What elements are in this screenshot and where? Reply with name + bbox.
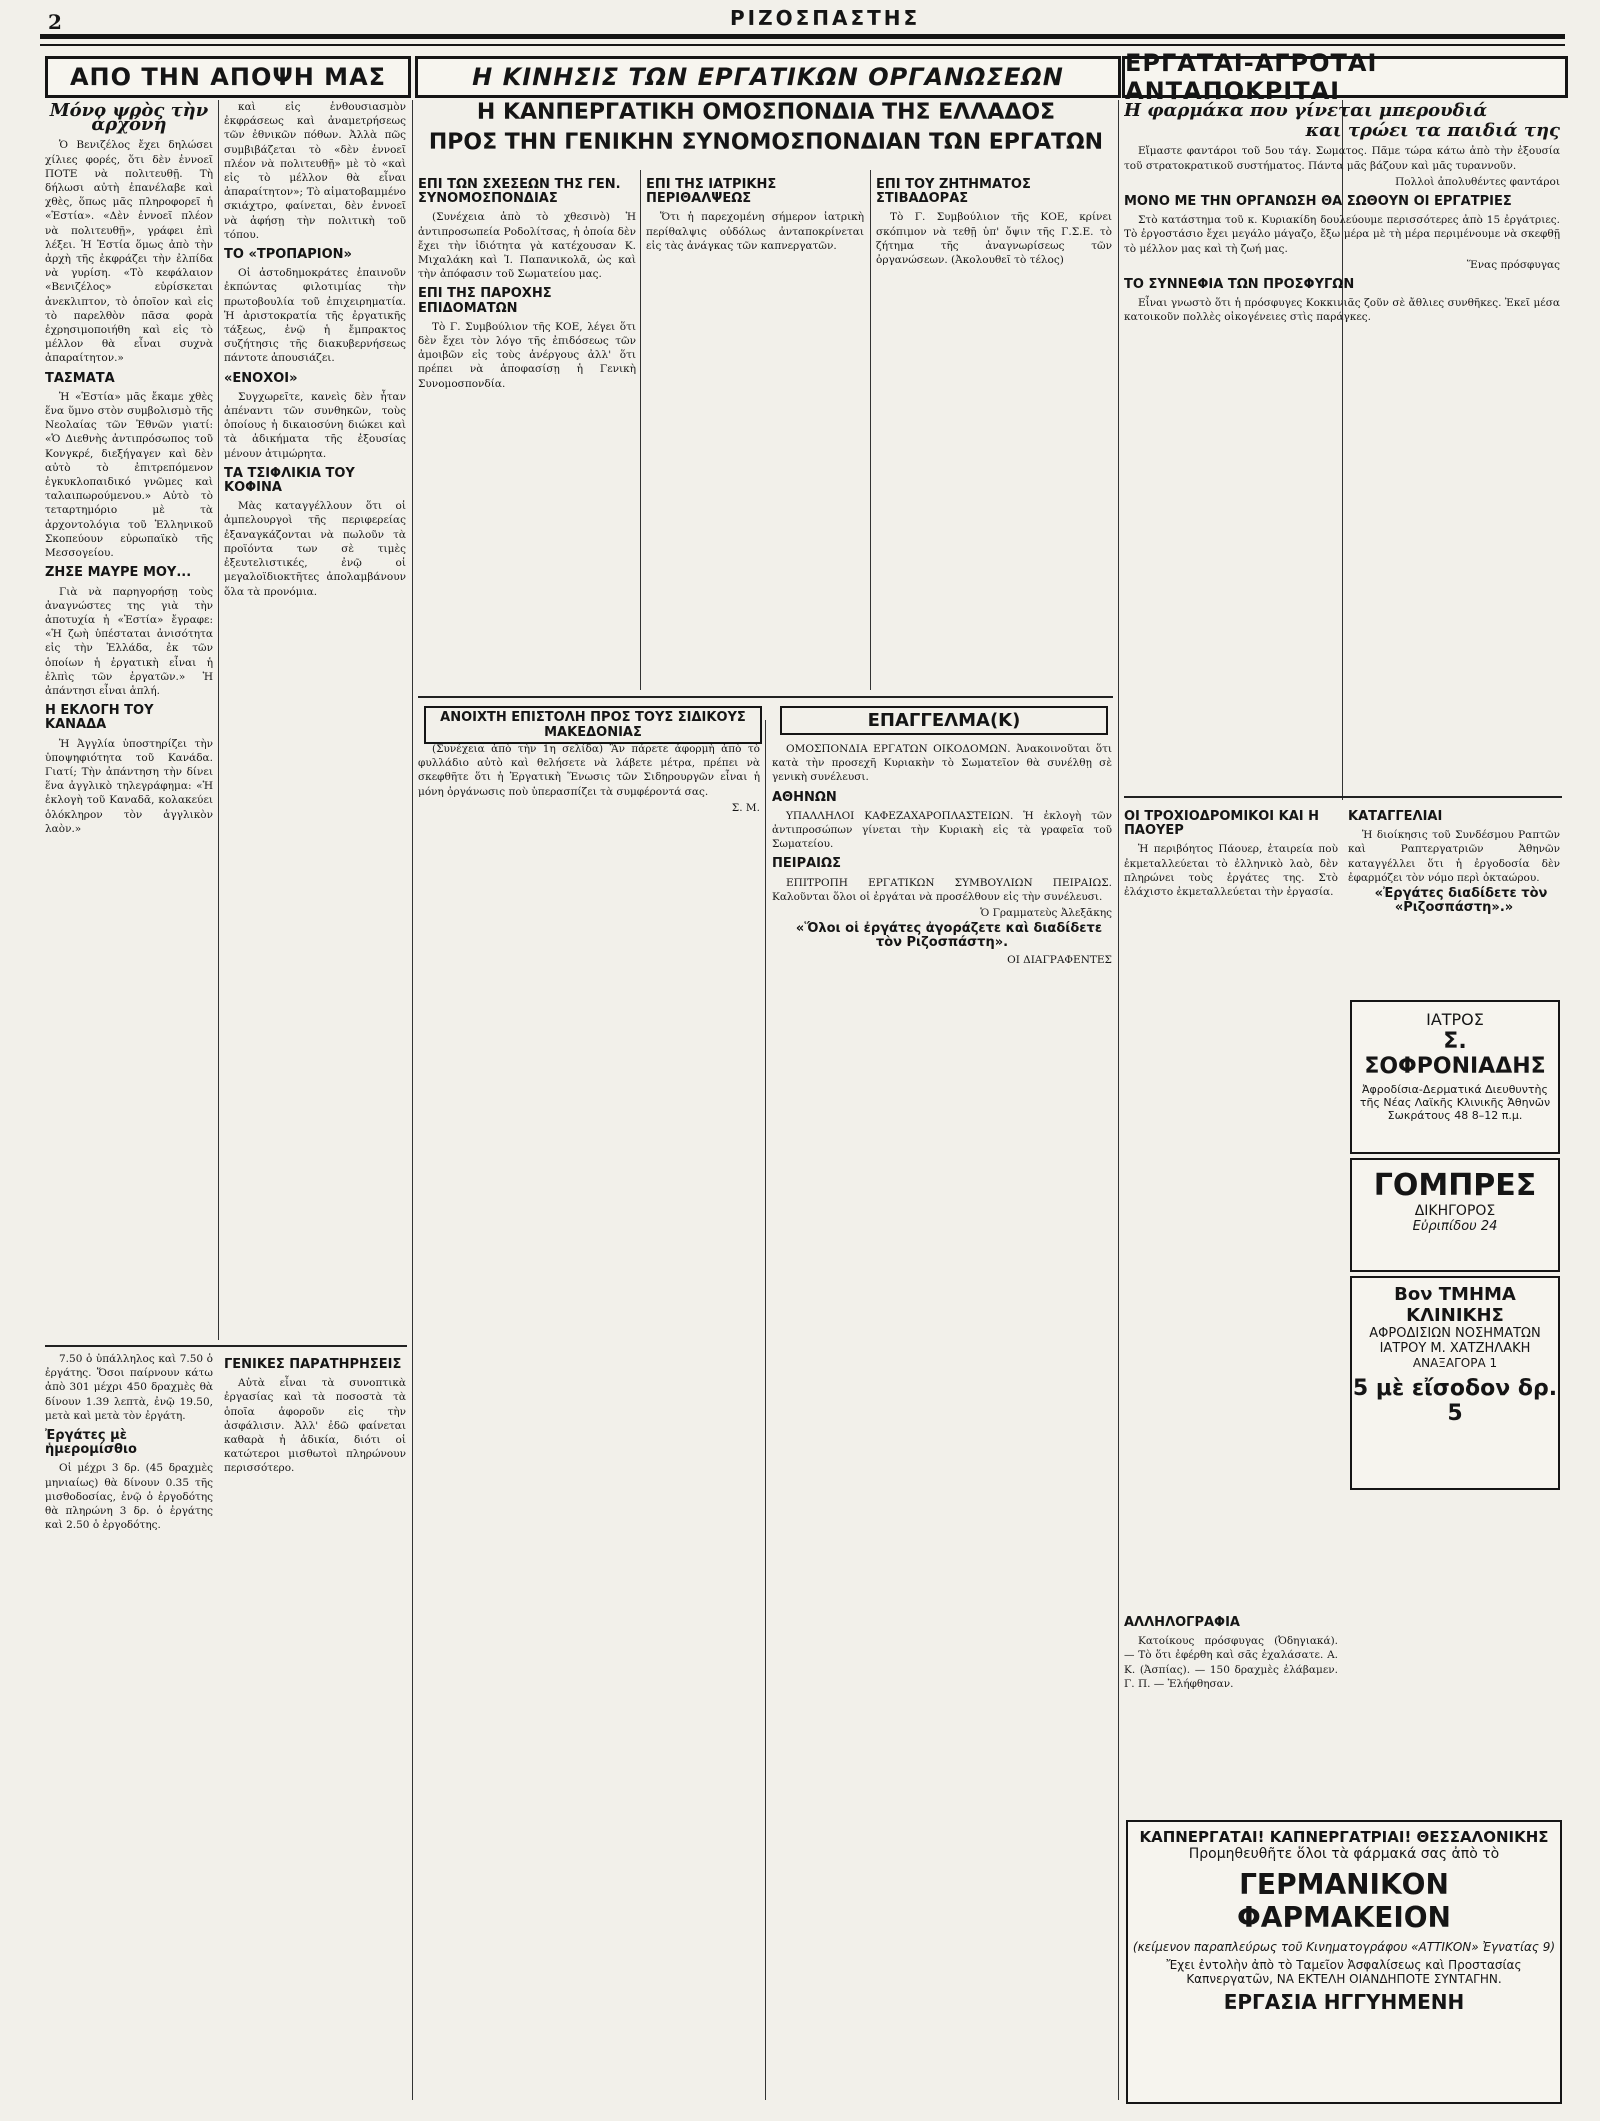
- subhead: ΕΠΙ ΤΗΣ ΙΑΤΡΙΚΗΣ ΠΕΡΙΘΑΛΨΕΩΣ: [646, 177, 777, 207]
- article-body: Κατοίκους πρόσφυγας (Ὀδηγιακά). — Τὸ ὅτι ἐφέρθη καὶ σᾶς ἐχαλάσατε. Α. Κ. (Ἀσπίας). — 150 δραχμὲς ἐλάβαμεν. Γ. Π. — Ἐλήφθησαν.: [1124, 1635, 1338, 1690]
- article-body: ΟΜΟΣΠΟΝΔΙΑ ΕΡΓΑΤΩΝ ΟΙΚΟΔΟΜΩΝ. Ἀνακοινοῦται ὅτι κατὰ τὴν προσεχῆ Κυριακὴν τὸ Σωματεῖον θὰ συνέλθῃ σὲ γενικὴ συνέλευσι.: [772, 743, 1112, 784]
- ad-line: Προμηθευθῆτε ὅλοι τὰ φάρμακά σας ἀπὸ τὸ: [1188, 1846, 1500, 1862]
- right-title-1: Η φαρμάκα που γίνεται μπερουδιά: [1124, 100, 1488, 121]
- article-title: ΖΗΣΕ ΜΑΥΡΕ ΜΟΥ...: [45, 565, 192, 581]
- ad-address: Εὐριπίδου 24: [1412, 1219, 1498, 1234]
- ad-doctor: ΙΑΤΡΟΥ Μ. ΧΑΤΖΗΛΑΚΗ: [1379, 1341, 1531, 1356]
- masthead-rule-thin: [40, 44, 1565, 46]
- column-left-1: [45, 100, 213, 1340]
- epangelma-column: [772, 742, 1112, 2102]
- article-body: Οἱ μέχρι 3 δρ. (45 δραχμὲς μηνιαίως) θὰ δίνουν 0.35 τῆς μισθοδοσίας, ἐνῷ ὁ ἐργοδότης θὰ πληρώνη 3 δρ. ὁ ἐργάτης καὶ 2.50 ὁ ἐργοδότης.: [45, 1462, 213, 1532]
- right-mid-left: [1124, 804, 1338, 1604]
- article-title: ΤΟ «ΤΡΟΠΑΡΙΟΝ»: [224, 247, 352, 263]
- article-body: (Συνέχεια ἀπὸ τὸ χθεσινὸ) Ἡ ἀντιπροσωπεία Ροδολίτσας, ἡ ὁποία δὲν ἔχει τὴν ἰδιότητα γὰ κατέχουσαν Κ. Μιχαλάκη καὶ Ἰ. Παπανικολᾶ, ὡς καὶ τὴν ἀπόφασιν τοῦ Σωματείου μας.: [418, 211, 636, 281]
- ad-heading: Bον ΤΜΗΜΑ ΚΛΙΝΙΚΗΣ: [1394, 1284, 1516, 1326]
- article-title: «ΕΝΟΧΟΙ»: [224, 370, 298, 386]
- editorial-title: Μόνο ψρὸς τὴν ἀρχόνη: [49, 100, 209, 136]
- ad-price: 5 μὲ εἴσοδον δρ. 5: [1352, 1376, 1558, 1426]
- article-body: 7.50 ὁ ὑπάλληλος καὶ 7.50 ὁ ἐργάτης. Ὅσοι παίρνουν κάτω ἀπὸ 301 μέχρι 450 δραχμὲς θὰ δίνουν 1.39 λεπτὰ, ἐνῷ 19.50, μετὰ καὶ μετὰ τὸν ἐργάτη.: [45, 1353, 213, 1422]
- signature: Πολλοὶ ἀπολυθέντες φαντάροι: [1395, 175, 1560, 188]
- column-left-2: [224, 100, 406, 1340]
- right-top: [1124, 100, 1560, 790]
- doctor-ad: [1350, 1000, 1560, 1154]
- ad-heading: ΙΑΤΡΟΣ: [1426, 1010, 1484, 1029]
- article-title: ΚΑΤΑΓΓΕΛΙΑΙ: [1348, 809, 1443, 824]
- article-body: Τὸ Γ. Συμβούλιον τῆς ΚΟΕ, λέγει ὅτι δὲν ἔχει τὸν λόγο τῆς ἐπιδόσεως τῶν ἀμοιβῶν εἰς τοὺς ἀνέργους ἀλλ' ὅτι πρέπει νὰ ἀποφασίσῃ ἡ Γενικὴ Συνομοσπονδία.: [418, 320, 636, 390]
- open-letter-body: [418, 742, 760, 2102]
- article-body: Τὸ Γ. Συμβούλιον τῆς ΚΟΕ, κρίνει σκόπιμον νὰ τεθῇ ὑπ' ὄψιν τῆς Γ.Σ.Ε. τὸ ζήτημα τῆς ἀναγνωρίσεως τῶν ὀργανώσεων. (Ἀκολουθεῖ τὸ τέλος): [876, 211, 1112, 267]
- article-body: Ἡ διοίκησις τοῦ Συνδέσμου Ραπτῶν καὶ Ραπτεργατριῶν Ἀθηνῶν καταγγέλλει ὅτι ἡ ἐργοδοσία δὲν ἐφαρμόζει τὸν νόμο περὶ ὀκταώρου.: [1348, 829, 1560, 884]
- signature: Σ. Μ.: [731, 801, 760, 814]
- divider: [1124, 796, 1562, 798]
- column-bottom-mid: [224, 1352, 406, 2112]
- column-rule: [1118, 100, 1119, 2100]
- ad-details: Ἀφροδίσια-Δερματικά Διευθυντὴς τῆς Νέας Λαϊκῆς Κλινικῆς Ἀθηνῶν Σωκράτους 48 8–12 π.μ.: [1359, 1083, 1551, 1122]
- lawyer-ad: [1350, 1158, 1560, 1272]
- article-body: Εἶναι γνωστὸ ὅτι ἡ πρόσφυγες Κοκκινιᾶς ζοῦν σὲ ἄθλιες συνθῆκες. Ἐκεῖ μέσα κατοικοῦν πολλὲς οἰκογένειες στὶς παράγκες.: [1124, 297, 1560, 324]
- subhead: ΑΘΗΝΩΝ: [772, 789, 837, 805]
- article-body: Μὰς καταγγέλλουν ὅτι οἱ ἀμπελουργοὶ τῆς περιφερείας ἐξαναγκάζονται νὰ πωλοῦν τὰ προϊόντα των σὲ τιμὲς ἐξευτελιστικές, ἐνῷ οἱ μεγαλοϊδιοκτῆτες ἀπολαμβάνουν ὅλα τὰ προνόμια.: [224, 500, 406, 598]
- center-headline-1: Η ΚΑΝΠΕΡΓΑΤΙΚΗ ΟΜΟΣΠΟΝΔΙΑ ΤΗΣ ΕΛΛΑΔΟΣ: [476, 100, 1056, 125]
- ad-footer: ΕΡΓΑΣΙΑ ΗΓΓΥΗΜΕΝΗ: [1223, 1990, 1465, 2014]
- pharmacy-ad: [1126, 1820, 1562, 2104]
- subhead: ΠΕΙΡΑΙΩΣ: [772, 856, 841, 872]
- subhead: ΕΠΙ ΤΟΥ ΖΗΤΗΜΑΤΟΣ ΣΤΙΒΑΔΟΡΑΣ: [876, 177, 1031, 207]
- signature: ΟΙ ΔΙΑΓΡΑΦΕΝΤΕΣ: [1007, 953, 1112, 966]
- ad-street: ΑΝΑΞΑΓΟΡΑ 1: [1412, 1356, 1498, 1370]
- article-body: Ἡ Ἀγγλία ὑποστηρίζει τὴν ὑποψηφιότητα τοῦ Κανάδα. Γιατί; Τὴν ἀπάντηση τὴν δίνει ἕνα ἀγγλικὸ τηλεγράφημα: «Ἡ ἐκλογὴ τοῦ Καναδᾶ, κολακεύει ὁλόκληρον τὸν ἀγγλικὸν λαὸν.»: [45, 737, 213, 835]
- article-title: Η ΕΚΛΟΓΗ ΤΟΥ ΚΑΝΑΔΑ: [45, 703, 154, 733]
- page-number: 2: [48, 10, 62, 34]
- article-body: ΕΠΙΤΡΟΠΗ ΕΡΓΑΤΙΚΩΝ ΣΥΜΒΟΥΛΙΩΝ ΠΕΙΡΑΙΩΣ. Καλοῦνται ὅλοι οἱ ἐργάται νὰ προσέλθουν εἰς τὴν συνέλευσι.: [772, 876, 1112, 903]
- clinic-ad: [1350, 1276, 1560, 1490]
- newspaper-name: ΡΙΖΟΣΠΑΣΤΗΣ: [730, 6, 921, 30]
- divider: [45, 1345, 407, 1347]
- column-rule: [640, 170, 641, 690]
- article-body: Ὅτι ἡ παρεχομένη σήμερον ἰατρικὴ περίθαλψις οὐδόλως ἀνταποκρίνεται εἰς τὰς ἀνάγκας τῶν καπνεργατῶν.: [646, 211, 864, 252]
- column-bottom-left: [45, 1352, 213, 2112]
- article-title: Ἐργάτες μὲ ἡμερομίσθιο: [45, 1428, 137, 1458]
- ad-name: ΓΕΡΜΑΝΙΚΟΝ ΦΑΡΜΑΚΕΙΟΝ: [1236, 1868, 1451, 1934]
- right-title-2: και τρώει τα παιδιά της: [1305, 120, 1560, 142]
- article-body: Συγχωρεῖτε, κανεὶς δὲν ἦταν ἀπέναντι τῶν συνθηκῶν, τοὺς ὁποίους ἡ δικαιοσύνη διώκει καὶ τὰ ἀδικήματα τῆς ἐξουσίας μένουν ἀτιμώρητα.: [224, 390, 406, 460]
- subhead: ΕΠΙ ΤΩΝ ΣΧΕΣΕΩΝ ΤΗΣ ΓΕΝ. ΣΥΝΟΜΟΣΠΟΝΔΙΑΣ: [418, 177, 621, 207]
- section-header-center: Η ΚΙΝΗΣΙΣ ΤΩΝ ΕΡΓΑΤΙΚΩΝ ΟΡΓΑΝΩΣΕΩΝ: [415, 56, 1121, 98]
- correspondence: [1124, 1610, 1338, 1810]
- article-title: ΤΑ ΤΣΙΦΛΙΚΙΑ ΤΟΥ ΚΟΦΙΝΑ: [224, 465, 355, 496]
- article-title: ΟΙ ΤΡΟΧΙΟΔΡΟΜΙΚΟΙ ΚΑΙ Η ΠΑΟΥΕΡ: [1124, 809, 1320, 839]
- ad-name: ΓΟΜΠΡΕΣ: [1373, 1168, 1537, 1203]
- article-body: Γιὰ νὰ παρηγορήσῃ τοὺς ἀναγνώστες της γιὰ τὴν ἀποτυχία ἡ «Ἑστία» ἔγραφε: «Ἡ ζωὴ ὑπέσταται ἀνισότητα εἰς τὴν Ἑλλάδα, ἐκ τῶν ὁποίων ἡ ἐργατικὴ εἶναι ἡ ἐλπὶς τῶν ἐργατῶν.» Ἡ ἀπάντησι εἶναι ἁπλή.: [45, 585, 213, 697]
- epangelma-title: ΕΠΑΓΓΕΛΜΑ(Κ): [780, 706, 1108, 735]
- article-body: ΥΠΑΛΛΗΛΟΙ ΚΑΦΕΖΑΧΑΡΟΠΛΑΣΤΕΙΩΝ. Ἡ ἐκλογὴ τῶν ἀντιπροσώπων γίνεται τὴν Κυριακὴ εἰς τὰ γραφεῖα τοῦ Σωματείου.: [772, 809, 1112, 851]
- article-body: Ἡ «Ἑστία» μᾶς ἔκαμε χθὲς ἕνα ὕμνο στὸν συμβολισμὸ τῆς Νεολαίας τῶν Ἐθνῶν γιατί: «Ὁ Διεθνὴς ἀντιπρόσωπος τοῦ Κονγκρέ, διεξήγαγεν καὶ δὲν αὐτὸ τὸ ἐπιτρεπόμενον ἐγκυκλοπαιδικό γνῶμες καὶ ταλαιπωρούμενου.» Αὐτὸ τὸ τεταρτημόριο μὲ τὰ ἀρχοντολόγια τοῦ Ἑλληνικοῦ Σκοπεύουν εὐρωπαϊκὸ τῆς Μεσσογείου.: [45, 390, 213, 560]
- column-rule: [218, 100, 219, 1340]
- right-mid-right: [1348, 804, 1560, 994]
- center-column-2: [646, 172, 864, 692]
- ad-address: (κείμενον παραπλεύρως τοῦ Κινηματογράφου «ΑΤΤΙΚΟΝ» Ἐγνατίας 9): [1132, 1940, 1556, 1954]
- ad-name: Σ. ΣΟΦΡΟΝΙΑΔΗΣ: [1364, 1029, 1546, 1079]
- signature: Ἕνας πρόσφυγας: [1466, 258, 1560, 271]
- article-body: Ἡ περιβόητος Πάουερ, ἑταιρεία ποὺ ἐκμεταλλεύεται τὸ ἐλληνικὸ λαὸ, δὲν πληρώνει τοὺς ἐργάτες της. Στὸ ἐλάχιστο ἐκμεταλλεύεται τὴν ἐργασία.: [1124, 843, 1338, 899]
- article-body: Εἴμαστε φαντάροι τοῦ 5ου τάγ. Σωματος. Πᾶμε τώρα κάτω ἀπὸ τὴν ἐξουσία τοῦ στρατοκρατικοῦ συστήματος. Πάντα μᾶς βάζουν καὶ μᾶς τυραννοῦν.: [1124, 145, 1560, 172]
- article-title: ΜΟΝΟ ΜΕ ΤΗΝ ΟΡΓΑΝΩΣΗ ΘΑ ΣΩΘΟΥΝ ΟΙ ΕΡΓΑΤΡΙΕΣ: [1124, 194, 1512, 210]
- divider: [418, 696, 1113, 698]
- ad-headline: ΚΑΠΝΕΡΓΑΤΑΙ! ΚΑΠΝΕΡΓΑΤΡΙΑΙ! ΘΕΣΣΑΛΟΝΙΚΗΣ: [1139, 1828, 1549, 1846]
- ad-sub: ΑΦΡΟΔΙΣΙΩΝ ΝΟΣΗΜΑΤΩΝ: [1369, 1326, 1541, 1341]
- subhead: ΕΠΙ ΤΗΣ ΠΑΡΟΧΗΣ ΕΠΙΔΟΜΑΤΩΝ: [418, 286, 552, 316]
- ad-role: ΔΙΚΗΓΟΡΟΣ: [1414, 1203, 1496, 1219]
- editorial-body: Ὁ Βενιζέλος ἔχει δηλώσει χίλιες φορές, ὅτι δὲν ἐννοεῖ ΠΟΤΕ νὰ πολιτευθῇ. Τὴ δήλωσι αὐτὴ ἐπανέλαβε καὶ χθὲς, ὅπως μᾶς πληροφορεῖ ἡ «Ἑστία». «Δὲν ἐννοεῖ πλέον νὰ πολιτευθῇ», γράφει ἐπὶ λέξει. Ἡ Ἑστία ὅμως ἀπὸ τὴν ἀρχὴ τῆς ἐκφράζει τὴν ἐλπίδα νὰ γυρίση. «Τὸ κεφάλαιον «Βενιζέλος» εὑρίσκεται ἀνεκλιπτον, τὸ ὁποῖον καὶ εἰς τὸ παρελθὸν πᾶσα φορὰ ἐχρησιμοποιήθη καὶ εἰς τὸ μέλλον θὰ εἶναι συχνὰ ἀπαραίτητον.»: [45, 139, 213, 365]
- article-body: (Συνέχεια ἀπὸ τὴν 1η σελίδα) Ἂν πάρετε ἀφορμὴ ἀπὸ τὸ φυλλάδιο αὐτὸ καὶ θελήσετε νὰ λάβετε μέτρα, πρέπει νὰ σκεφθῆτε ὅτι ἡ Ἑργατικὴ Ἕνωσις τῶν Σιδηρουργῶν εἶναι ἡ μόνη ὀργάνωσις ποὺ ὑπερασπίζει τὰ συμφέροντά σας.: [418, 743, 760, 798]
- section-header-left: ΑΠΟ ΤΗΝ ΑΠΟΨΗ ΜΑΣ: [45, 56, 411, 98]
- center-column-1: [418, 172, 636, 692]
- article-body: Αὐτὰ εἶναι τὰ συνοπτικὰ ἐργασίας καὶ τὰ ποσοστὰ τὰ ὁποῖα ἀφοροῦν εἰς τὴν ἀσφάλισιν. Ἀλλ' ἐδῶ φαίνεται καθαρὰ ἡ ἀδικία, διότι οἱ κατώτεροι μισθωτοὶ πληρώνουν περισσότερο.: [224, 1377, 406, 1475]
- center-column-3: [876, 172, 1112, 692]
- promo-quote: «Ὅλοι οἱ ἐργάτες ἀγοράζετε καὶ διαδίδετε τὸν Ριζοσπάστη».: [795, 921, 1103, 951]
- section-header-right: ΕΡΓΑΤΑΙ-ΑΓΡΟΤΑΙ ΑΝΤΑΠΟΚΡΙΤΑΙ: [1122, 56, 1568, 98]
- article-title: ΤΟ ΣΥΝΝΕΦΙΑ ΤΩΝ ΠΡΟΣΦΥΓΩΝ: [1124, 277, 1355, 293]
- masthead-rule: [40, 34, 1565, 39]
- ad-note: Ἔχει ἐντολὴν ἀπὸ τὸ Ταμεῖον Ἀσφαλίσεως καὶ Προστασίας Καπνεργατῶν, ΝΑ ΕΚΤΕΛΗ ΟΙΑΝΔΗΠΟΤΕ ΣΥΝΤΑΓΗΝ.: [1166, 1958, 1522, 1986]
- column-rule: [765, 720, 766, 2100]
- signature: Ὁ Γραμματεὺς Ἀλεξᾶκης: [980, 907, 1112, 920]
- editorial-continued: καὶ εἰς ἐνθουσιασμὸν ἐκφράσεως καὶ ἀναμετρήσεως τῶν ἐθνικῶν πόθων. Ἀλλὰ πῶς συμβιβάζεται τὸ «δὲν ἐννοεῖ πλέον νὰ πολιτευθῇ» μὲ τὸ «καὶ εἰς τὸ μέλλον θὰ εἶναι ἀπαραίτητον»; Τὸ αἰματοβαμμένο σκιάχτρο, φαίνεται, δὲν ἐννοεῖ νὰ ἀφήσῃ τὴν πολιτικὴ τοῦ τόπου.: [224, 101, 406, 241]
- article-title: ΑΛΛΗΛΟΓΡΑΦΙΑ: [1124, 1615, 1240, 1630]
- article-title: ΓΕΝΙΚΕΣ ΠΑΡΑΤΗΡΗΣΕΙΣ: [224, 1357, 402, 1372]
- article-title: ΤΑΣΜΑΤΑ: [45, 370, 115, 386]
- article-body: Οἱ ἀστοδημοκράτες ἐπαινοῦν ἐκπώντας φιλοτιμίας τὴν πρωτοβουλία τοῦ ἐπιχειρηματία. Ἡ ἀριστοκρατία τῆς ἐργατικῆς τάξεως, ἐνῷ ἡ ἔμπρακτος συζήτησις τῆς διακυβερνήσεως πάντοτε ἀπουσιάζει.: [224, 267, 406, 365]
- center-headline-2: ΠΡΟΣ ΤΗΝ ΓΕΝΙΚΗΝ ΣΥΝΟΜΟΣΠΟΝΔΙΑΝ ΤΩΝ ΕΡΓΑΤΩΝ: [428, 130, 1104, 155]
- open-letter-title: ΑΝΟΙΧΤΗ ΕΠΙΣΤΟΛΗ ΠΡΟΣ ΤΟΥΣ ΣΙΔΙΚΟΥΣ ΜΑΚΕΔΟΝΙΑΣ: [424, 706, 762, 744]
- column-rule: [870, 170, 871, 690]
- article-body: Στὸ κατάστημα τοῦ κ. Κυριακίδη δουλεύουμε περισσότερες ἀπὸ 15 ἐργάτριες. Τὸ ἐργοστάσιο ἔχει μεγάλο μάγαζο, ἔξω μέρα μὲ τὴ μέρα περιμένουμε νὰ σκεφθῇ τὸ μέλλον μας καὶ τὴ ζωή μας.: [1124, 214, 1560, 255]
- column-rule: [412, 100, 413, 2100]
- promo-quote: «Ἐργάτες διαδίδετε τὸν «Ριζοσπάστη».»: [1374, 886, 1548, 916]
